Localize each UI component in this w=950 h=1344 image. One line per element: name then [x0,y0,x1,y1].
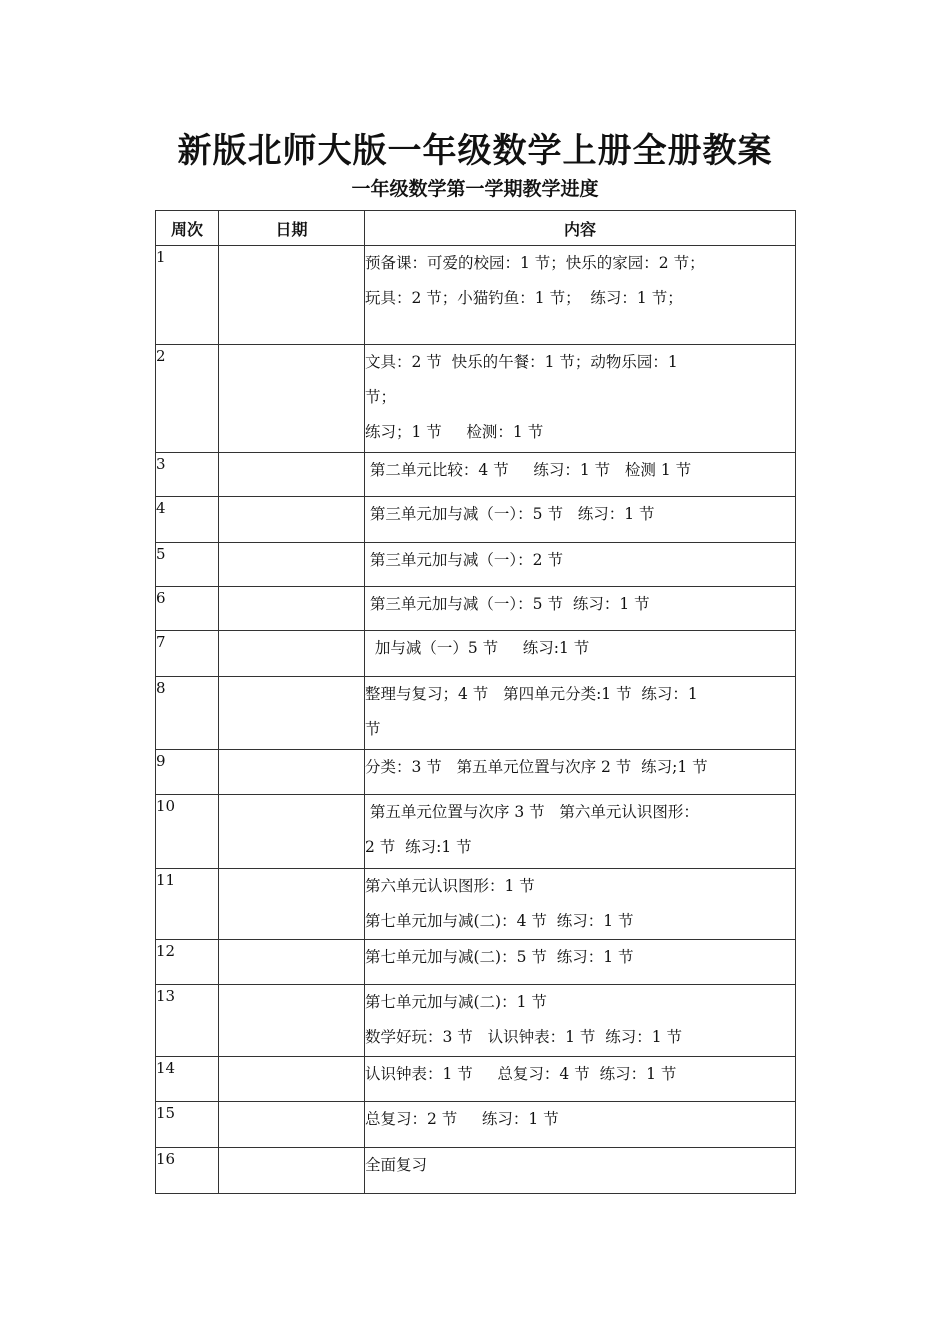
cell-date [219,453,365,497]
table-row [156,1057,796,1102]
cell-week: 9 [156,750,219,795]
cell-date [219,1102,365,1148]
content-line: 全面复习 [365,1156,428,1174]
teaching-schedule-table [155,210,796,1194]
header-date: 日期 [219,211,365,246]
table-row [156,631,796,677]
content-line: 2 节 练习:1 节 [365,838,472,856]
content-line: 第六单元认识图形：1 节 [365,877,535,895]
table-row [156,345,796,453]
table-body [156,246,796,1194]
cell-content [365,345,796,453]
cell-date [219,497,365,543]
table-row [156,869,796,940]
content-line: 整理与复习；4 节 第四单元分类:1 节 练习：1 [365,685,698,703]
table-row [156,587,796,631]
cell-content [365,985,796,1057]
cell-content [365,869,796,940]
cell-content [365,940,796,985]
cell-week: 7 [156,631,219,677]
content-line: 节； [365,388,397,406]
cell-date [219,985,365,1057]
cell-date [219,750,365,795]
cell-date [219,795,365,869]
table-row [156,795,796,869]
content-line: 文具：2 节 快乐的午餐：1 节；动物乐园：1 [365,353,678,371]
content-line: 分类：3 节 第五单元位置与次序 2 节 练习;1 节 [365,758,708,776]
cell-content [365,750,796,795]
cell-week: 1 [156,246,219,345]
cell-date [219,631,365,677]
cell-date [219,1148,365,1194]
cell-week: 4 [156,497,219,543]
cell-content [365,1148,796,1194]
table-row [156,940,796,985]
cell-date [219,587,365,631]
content-line: 总复习：2 节 练习：1 节 [365,1110,559,1128]
cell-content [365,543,796,587]
cell-content [365,1102,796,1148]
cell-date [219,1057,365,1102]
cell-date [219,677,365,750]
table-row [156,543,796,587]
content-line: 节 [365,720,381,738]
cell-week: 8 [156,677,219,750]
cell-week: 11 [156,869,219,940]
cell-content [365,677,796,750]
cell-week: 5 [156,543,219,587]
cell-week: 15 [156,1102,219,1148]
table-row [156,1102,796,1148]
cell-content [365,1057,796,1102]
cell-week: 14 [156,1057,219,1102]
content-line: 预备课：可爱的校园：1 节；快乐的家园：2 节； [365,254,705,272]
content-line: 第五单元位置与次序 3 节 第六单元认识图形： [365,803,699,821]
page-title: 新版北师大版一年级数学上册全册教案 [177,131,773,171]
content-line: 第七单元加与减(二)：1 节 [365,993,547,1011]
header-week: 周次 [156,211,219,246]
table-row [156,497,796,543]
cell-week: 6 [156,587,219,631]
table-row [156,1148,796,1194]
cell-content [365,631,796,677]
content-line: 认识钟表：1 节 总复习：4 节 练习：1 节 [365,1065,677,1083]
content-line: 第三单元加与减（一）：5 节 练习：1 节 [365,505,655,523]
content-line: 第三单元加与减（一）：5 节 练习：1 节 [365,595,650,613]
content-line: 练习；1 节 检测：1 节 [365,423,544,441]
header-content: 内容 [365,211,796,246]
cell-week: 10 [156,795,219,869]
table-row [156,677,796,750]
cell-week: 2 [156,345,219,453]
content-line: 数学好玩：3 节 认识钟表：1 节 练习：1 节 [365,1028,683,1046]
cell-week: 16 [156,1148,219,1194]
cell-week: 12 [156,940,219,985]
cell-date [219,940,365,985]
cell-week: 13 [156,985,219,1057]
cell-date [219,869,365,940]
cell-content [365,453,796,497]
cell-content [365,246,796,345]
content-line: 玩具：2 节；小猫钓鱼：1 节； 练习：1 节； [365,289,683,307]
table-row [156,750,796,795]
table-header-row [156,211,796,246]
cell-week: 3 [156,453,219,497]
cell-content [365,795,796,869]
content-line: 加与减（一）5 节 练习:1 节 [365,639,590,657]
cell-date [219,246,365,345]
content-line: 第七单元加与减(二)：4 节 练习：1 节 [365,912,634,930]
content-line: 第二单元比较：4 节 练习：1 节 检测 1 节 [365,461,692,479]
table-row [156,246,796,345]
cell-content [365,587,796,631]
cell-date [219,543,365,587]
cell-date [219,345,365,453]
table-row [156,453,796,497]
content-line: 第七单元加与减(二)：5 节 练习：1 节 [365,948,634,966]
page-subtitle: 一年级数学第一学期教学进度 [351,178,599,200]
cell-content [365,497,796,543]
content-line: 第三单元加与减（一）：2 节 [365,551,563,569]
table-row [156,985,796,1057]
